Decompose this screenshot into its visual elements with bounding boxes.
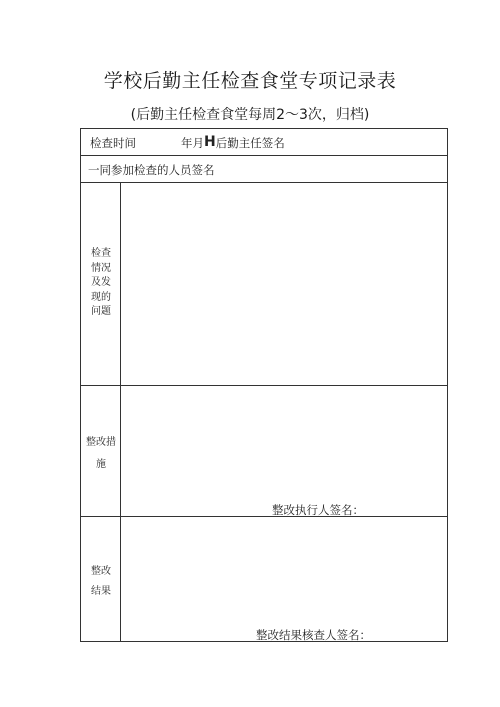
- inspection-findings-row: [81, 183, 447, 386]
- director-sign-label: 后勤主任签名: [215, 136, 285, 150]
- participants-row: [81, 156, 447, 183]
- inspection-findings-label-cell: [81, 183, 121, 385]
- rectification-executor-sign-label: 整改执行人签名：: [272, 503, 364, 517]
- rectification-measures-row: [81, 386, 447, 517]
- rectification-result-row: [81, 517, 447, 641]
- result-checker-sign-label: 整改结果核查人签名：: [256, 628, 371, 642]
- result-label-cell: [81, 517, 121, 641]
- inspection-findings-label: 检查 情况 及发 现的 问题: [91, 248, 111, 317]
- form-subtitle: (后勤主任检查食堂每周2〜3次，归档): [130, 107, 370, 123]
- inspection-time-row: [81, 129, 447, 156]
- date-field-label: 年月H后勤主任签名: [181, 134, 285, 150]
- rectification-label-cell: [81, 386, 121, 516]
- inspection-form-table: [80, 128, 448, 642]
- form-title: 学校后勤主任检查食堂专项记录表: [103, 70, 397, 92]
- rectification-label: 整改措 施: [86, 437, 116, 470]
- inspection-time-label: 检查时间: [90, 136, 136, 150]
- result-label: 整改 结果: [91, 566, 111, 597]
- participants-label: 一同参加检查的人员签名: [88, 163, 215, 177]
